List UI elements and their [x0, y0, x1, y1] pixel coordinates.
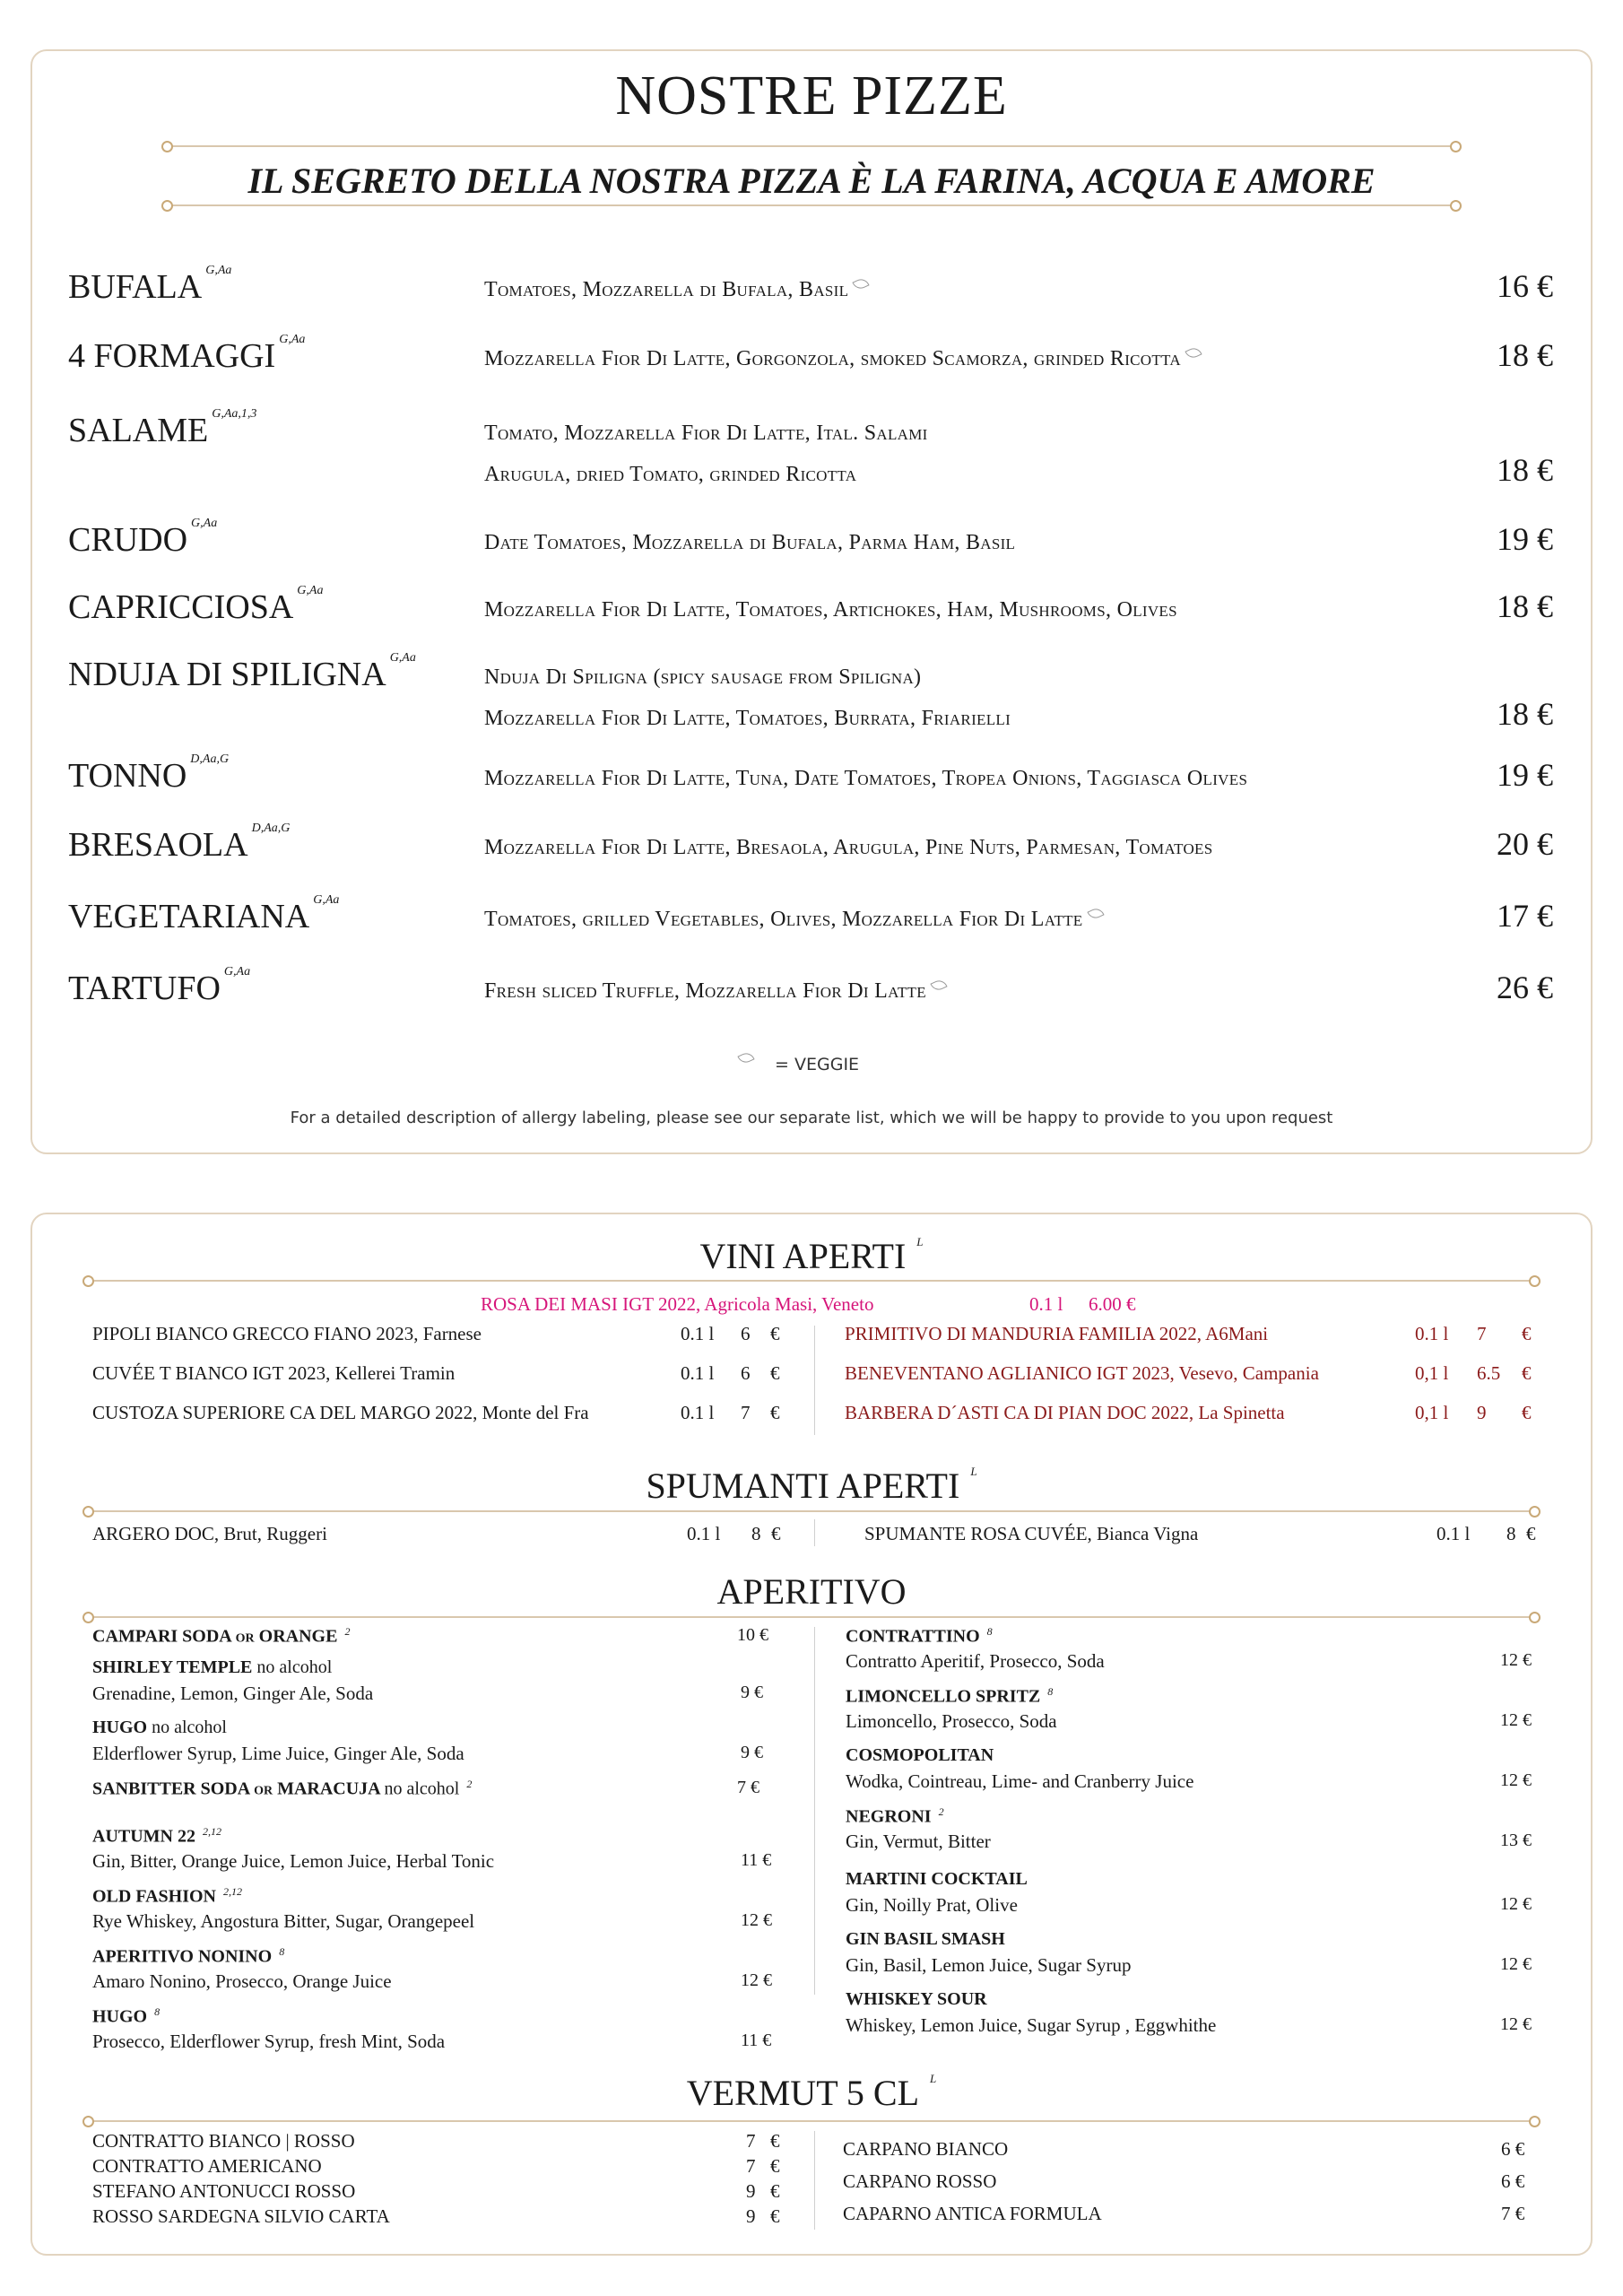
pizza-name: [68, 965, 251, 1008]
aperitivo-allergens: 8: [279, 1945, 285, 1958]
aperitivo-description: Limoncello, Prosecco, Soda: [846, 1710, 1057, 1732]
pizza-name: [68, 651, 416, 694]
vermut-currency: €: [770, 2180, 780, 2202]
vermut-name: CONTRATTO AMERICANO: [92, 2155, 322, 2177]
aperitivo-name-text: AUTUMN 22: [92, 1826, 195, 1847]
pizza-description-text: Tomatoes, Mozzarella di Bufala, Basil: [484, 278, 849, 301]
aperitivo-name: [846, 1929, 1005, 1950]
vermut-heading: [0, 2072, 1623, 2114]
pizza-allergens: G,Aa: [205, 264, 232, 277]
leaf-icon: [853, 276, 870, 291]
pizza-name-text: TARTUFO: [68, 970, 221, 1007]
wine-name: CUSTOZA SUPERIORE CA DEL MARGO 2022, Monte del Fra: [92, 1402, 589, 1423]
featured-wine-name: ROSA DEI MASI IGT 2022, Agricola Masi, Veneto: [481, 1293, 874, 1315]
veggie-legend: [733, 1053, 859, 1074]
aperitivo-extra: no alcohol: [256, 1657, 333, 1677]
aperitivo-allergens: 2,12: [222, 1885, 242, 1898]
wine-name: BENEVENTANO AGLIANICO IGT 2023, Vesevo, Campania: [845, 1362, 1319, 1384]
wine-qty: 0.1 l: [681, 1402, 715, 1423]
aperitivo-heading: APERITIVO: [716, 1571, 907, 1612]
leaf-icon: [930, 978, 947, 993]
pizza-price: 18 €: [1497, 696, 1553, 732]
aperitivo-description: Amaro Nonino, Prosecco, Orange Juice: [92, 1970, 392, 1992]
wine-qty: 0.1 l: [681, 1323, 715, 1344]
wine-currency: €: [1522, 1323, 1532, 1344]
pizza-name-text: VEGETARIANA: [68, 898, 310, 935]
vermut-price: 7 €: [1501, 2203, 1525, 2224]
aperitivo-divider: [93, 1616, 1530, 1618]
leaf-icon: [1185, 345, 1202, 361]
aperitivo-name-text: MARTINI COCKTAIL: [846, 1869, 1028, 1889]
pizza-description-text: Fresh sliced Truffle, Mozzarella Fior Di Latte: [484, 979, 926, 1003]
aperitivo-description: Gin, Basil, Lemon Juice, Sugar Syrup: [846, 1954, 1132, 1976]
wine-qty: 0.1 l: [681, 1362, 715, 1384]
pizza-name: [68, 407, 257, 450]
aperitivo-description: Whiskey, Lemon Juice, Sugar Syrup , Eggwhithe: [846, 2014, 1217, 2036]
pizza-name: [68, 517, 218, 560]
aperitivo-price: 7 €: [737, 1778, 759, 1797]
pizza-name: [68, 584, 324, 627]
title-divider-top: [172, 145, 1451, 147]
wine-name: PRIMITIVO DI MANDURIA FAMILIA 2022, A6Mani: [845, 1323, 1269, 1344]
pizza-name: [68, 333, 306, 376]
aperitivo-name-text: COSMOPOLITAN: [846, 1745, 994, 1765]
veggie-legend-text: = VEGGIE: [775, 1055, 860, 1074]
pizza-description: [484, 422, 928, 446]
aperitivo-price: 9 €: [741, 1743, 763, 1762]
aperitivo-name-text: CAMPARI SODA: [92, 1626, 231, 1647]
aperitivo-name: [92, 1825, 221, 1848]
spumante-left-name: ARGERO DOC, Brut, Ruggeri: [92, 1523, 327, 1544]
aperitivo-connector: or: [235, 1626, 255, 1647]
vermut-name: CARPANO ROSSO: [843, 2170, 997, 2192]
pizza-description-text: Mozzarella Fior Di Latte, Gorgonzola, smoked Scamorza, grinded Ricotta: [484, 347, 1181, 370]
pizza-price: 19 €: [1497, 521, 1553, 557]
aperitivo-description: Elderflower Syrup, Lime Juice, Ginger Ale, Soda: [92, 1743, 464, 1764]
aperitivo-price: 11 €: [741, 1850, 772, 1870]
aperitivo-description: Gin, Bitter, Orange Juice, Lemon Juice, Herbal Tonic: [92, 1850, 495, 1872]
aperitivo-allergens: 8: [986, 1625, 993, 1638]
vermut-price: 6 €: [1501, 2170, 1525, 2192]
wine-price: 6.5: [1477, 1362, 1501, 1384]
pizza-description: [484, 347, 1201, 371]
pizza-description: [484, 836, 1213, 860]
vermut-name: CONTRATTO BIANCO | ROSSO: [92, 2130, 355, 2152]
pizza-name-text: SALAME: [68, 412, 209, 449]
pizza-price: 18 €: [1497, 337, 1553, 373]
pizza-price: 16 €: [1497, 268, 1553, 304]
vermut-price: 7: [746, 2130, 756, 2152]
wine-price: 7: [741, 1402, 751, 1423]
aperitivo-name-text: WHISKEY SOUR: [846, 1989, 987, 2009]
pizza-name-text: BRESAOLA: [68, 826, 248, 864]
aperitivo-name-text: GIN BASIL SMASH: [846, 1929, 1005, 1949]
aperitivo-name: [92, 1718, 227, 1738]
pizza-allergens: G,Aa: [191, 517, 218, 530]
wine-currency: €: [1522, 1402, 1532, 1423]
featured-wine-qty: 0.1 l: [1029, 1293, 1063, 1315]
spumanti-title: SPUMANTI APERTI: [646, 1465, 960, 1506]
aperitivo-name: [846, 1625, 993, 1648]
wine-price: 7: [1477, 1323, 1487, 1344]
pizza-description-text: Tomatoes, grilled Vegetables, Olives, Mozzarella Fior Di Latte: [484, 908, 1083, 931]
aperitivo-price: 12 €: [741, 1970, 772, 1990]
aperitivo-allergens: 2: [466, 1778, 473, 1790]
wine-name: PIPOLI BIANCO GRECCO FIANO 2023, Farnese: [92, 1323, 482, 1344]
aperitivo-name: [846, 1745, 994, 1766]
pizza-allergens: D,Aa,G: [190, 752, 230, 766]
aperitivo-name: [846, 1805, 944, 1828]
pizza-allergens: D,Aa,G: [251, 822, 291, 835]
aperitivo-description: Prosecco, Elderflower Syrup, fresh Mint, Soda: [92, 2031, 446, 2052]
pizza-description-text: Mozzarella Fior Di Latte, Tuna, Date Tomatoes, Tropea Onions, Taggiasca Olives: [484, 767, 1248, 790]
pizza-name-text: TONNO: [68, 757, 187, 795]
vermut-sup: L: [930, 2072, 937, 2085]
vermut-name: CAPARNO ANTICA FORMULA: [843, 2203, 1102, 2224]
pizza-description: [484, 979, 946, 1004]
pizza-name: [68, 752, 230, 796]
pizza-description-text: Mozzarella Fior Di Latte, Bresaola, Arugula, Pine Nuts, Parmesan, Tomatoes: [484, 836, 1213, 859]
wine-currency: €: [770, 1402, 780, 1423]
pizza-description-text: Tomato, Mozzarella Fior Di Latte, Ital. Salami: [484, 422, 928, 445]
aperitivo-price: 12 €: [1500, 2014, 1532, 2034]
pizza-name: [68, 822, 291, 865]
pizza-price: 20 €: [1497, 826, 1553, 862]
aperitivo-name-text: OLD FASHION: [92, 1886, 216, 1907]
pizza-name-text: CRUDO: [68, 521, 188, 559]
spumante-right-name: SPUMANTE ROSA CUVÉE, Bianca Vigna: [864, 1523, 1199, 1544]
aperitivo-extra: no alcohol: [384, 1779, 460, 1799]
wine-name: BARBERA D´ASTI CA DI PIAN DOC 2022, La Spinetta: [845, 1402, 1285, 1423]
pizza-description: [484, 665, 921, 690]
vermut-currency: €: [770, 2205, 780, 2227]
wine-qty: 0,1 l: [1415, 1402, 1449, 1423]
aperitivo-price: 11 €: [741, 2031, 772, 2050]
allergy-note: For a detailed description of allergy labeling, please see our separate list, which we will be happy to provide to you upon request: [290, 1109, 1333, 1127]
aperitivo-price: 12 €: [741, 1910, 772, 1930]
aperitivo-allergens: 2: [344, 1625, 351, 1638]
pizza-price: 18 €: [1497, 588, 1553, 624]
aperitivo-price: 12 €: [1500, 1894, 1532, 1914]
aperitivo-description: Rye Whiskey, Angostura Bitter, Sugar, Orangepeel: [92, 1910, 475, 1932]
aperitivo-name: [92, 2005, 160, 2028]
aperitivo-allergens: 8: [154, 2005, 161, 2018]
aperitivo-name-text: HUGO: [92, 2006, 148, 2027]
wine-price: 6: [741, 1362, 751, 1384]
vermut-price: 6 €: [1501, 2138, 1525, 2160]
spumanti-sup: L: [970, 1465, 977, 1478]
aperitivo-name-text: SHIRLEY TEMPLE: [92, 1657, 253, 1677]
aperitivo-name-text: APERITIVO NONINO: [92, 1946, 273, 1967]
pizza-allergens: G,Aa: [389, 651, 416, 665]
pizza-allergens: G,Aa: [297, 584, 324, 597]
pizza-description: [484, 908, 1103, 932]
aperitivo-allergens: 8: [1047, 1685, 1054, 1698]
pizza-description-text: Date Tomatoes, Mozzarella di Bufala, Parma Ham, Basil: [484, 531, 1016, 554]
aperitivo-price: 13 €: [1500, 1831, 1532, 1850]
pizza-description: [484, 767, 1247, 791]
pizza-name-text: NDUJA DI SPILIGNA: [68, 656, 386, 693]
pizza-allergens: G,Aa: [313, 893, 340, 907]
spumante-right-qty: 0.1 l: [1436, 1523, 1471, 1544]
aperitivo-description: Contratto Aperitif, Prosecco, Soda: [846, 1650, 1105, 1672]
pizza-price: 26 €: [1497, 970, 1553, 1005]
featured-wine-price: 6.00 €: [1089, 1293, 1136, 1315]
wine-price: 6: [741, 1323, 751, 1344]
vermut-name: CARPANO BIANCO: [843, 2138, 1009, 2160]
leaf-icon: [1087, 906, 1104, 921]
wine-name: CUVÉE T BIANCO IGT 2023, Kellerei Tramin: [92, 1362, 456, 1384]
pizza-title: NOSTRE PIZZE: [615, 65, 1008, 126]
pizza-description: [484, 598, 1177, 622]
aperitivo-description: Wodka, Cointreau, Lime- and Cranberry Juice: [846, 1770, 1194, 1792]
spumante-right-cur: €: [1526, 1523, 1536, 1544]
aperitivo-name-text: SANBITTER SODA: [92, 1779, 250, 1799]
aperitivo-description: Grenadine, Lemon, Ginger Ale, Soda: [92, 1683, 374, 1704]
pizza-name-text: 4 FORMAGGI: [68, 337, 276, 375]
vermut-price: 9: [746, 2205, 756, 2227]
aperitivo-price: 12 €: [1500, 1770, 1532, 1790]
pizza-description-text: Nduja Di Spiligna (spicy sausage from Spiligna): [484, 665, 922, 689]
pizza-name-text: CAPRICCIOSA: [68, 588, 294, 626]
aperitivo-name: [846, 1869, 1028, 1890]
vermut-column-divider: [814, 2131, 815, 2230]
vini-aperti-title: VINI APERTI: [699, 1236, 907, 1276]
pizza-subtitle: IL SEGRETO DELLA NOSTRA PIZZA È LA FARINA, ACQUA E AMORE: [247, 161, 1376, 201]
pizza-allergens: G,Aa: [223, 965, 251, 978]
aperitivo-name: [92, 1657, 332, 1678]
aperitivo-name: [846, 1685, 1053, 1708]
aperitivo-name: [92, 1945, 284, 1968]
vermut-currency: €: [770, 2130, 780, 2152]
title-divider-bottom: [172, 204, 1451, 206]
vini-aperti-heading: [0, 1235, 1623, 1277]
aperitivo-connector: or: [254, 1779, 273, 1799]
pizza-price: 17 €: [1497, 898, 1553, 934]
wine-price: 9: [1477, 1402, 1487, 1423]
wine-currency: €: [770, 1362, 780, 1384]
wine-qty: 0.1 l: [1415, 1323, 1449, 1344]
aperitivo-price: 12 €: [1500, 1710, 1532, 1730]
pizza-price: 19 €: [1497, 757, 1553, 793]
wine-currency: €: [770, 1323, 780, 1344]
vini-divider: [93, 1280, 1530, 1282]
spumanti-heading: [0, 1465, 1623, 1507]
vermut-divider: [93, 2120, 1530, 2122]
vermut-price: 9: [746, 2180, 756, 2202]
aperitivo-allergens: 2: [938, 1805, 944, 1818]
aperitivo-name-text: HUGO: [92, 1718, 148, 1737]
aperitivo-name-text: NEGRONI: [846, 1806, 932, 1827]
pizza-description-text: Mozzarella Fior Di Latte, Tomatoes, Artichokes, Ham, Mushrooms, Olives: [484, 598, 1177, 622]
pizza-price: 18 €: [1497, 452, 1553, 488]
spumanti-divider: [93, 1510, 1530, 1512]
aperitivo-allergens: 2,12: [203, 1825, 221, 1838]
vermut-title: VERMUT 5 CL: [686, 2073, 920, 2113]
vermut-price: 7: [746, 2155, 756, 2177]
spumante-right-price: 8: [1506, 1523, 1516, 1544]
aperitivo-name: [92, 1778, 472, 1800]
pizza-description-line2: Arugula, dried Tomato, grinded Ricotta: [484, 463, 857, 486]
leaf-icon: [737, 1050, 754, 1065]
pizza-description: [484, 531, 1015, 555]
aperitivo-price: 12 €: [1500, 1954, 1532, 1974]
vini-aperti-sup: L: [916, 1235, 924, 1248]
pizza-name-text: BUFALA: [68, 268, 203, 306]
aperitivo-name: [846, 1989, 987, 2010]
pizza-allergens: G,Aa,1,3: [212, 407, 257, 421]
pizza-name: [68, 264, 232, 307]
vermut-name: STEFANO ANTONUCCI ROSSO: [92, 2180, 356, 2202]
vermut-currency: €: [770, 2155, 780, 2177]
spumanti-column-divider: [814, 1519, 815, 1546]
vini-column-divider: [814, 1326, 815, 1435]
aperitivo-price: 9 €: [741, 1683, 763, 1702]
aperitivo-extra: no alcohol: [152, 1718, 227, 1737]
aperitivo-price: 12 €: [1500, 1650, 1532, 1670]
spumante-left-price: 8: [751, 1523, 761, 1544]
aperitivo-price: 10 €: [737, 1625, 768, 1645]
pizza-allergens: G,Aa: [279, 333, 306, 346]
wine-qty: 0,1 l: [1415, 1362, 1449, 1384]
aperitivo-column-divider: [814, 1627, 815, 1995]
spumante-left-qty: 0.1 l: [687, 1523, 721, 1544]
pizza-description: [484, 278, 868, 302]
aperitivo-name-text: LIMONCELLO SPRITZ: [846, 1686, 1041, 1707]
wine-currency: €: [1522, 1362, 1532, 1384]
pizza-name: [68, 893, 340, 936]
aperitivo-description: Gin, Noilly Prat, Olive: [846, 1894, 1018, 1916]
aperitivo-name-text-2: ORANGE: [258, 1626, 338, 1647]
spumante-left-cur: €: [771, 1523, 781, 1544]
aperitivo-name: [92, 1625, 350, 1648]
aperitivo-description: Gin, Vermut, Bitter: [846, 1831, 991, 1852]
aperitivo-name-text-2: MARACUJA: [277, 1779, 380, 1799]
aperitivo-name: [92, 1885, 242, 1908]
vermut-name: ROSSO SARDEGNA SILVIO CARTA: [92, 2205, 390, 2227]
pizza-description-line2: Mozzarella Fior Di Latte, Tomatoes, Burrata, Friarielli: [484, 707, 1011, 730]
aperitivo-name-text: CONTRATTINO: [846, 1626, 980, 1647]
